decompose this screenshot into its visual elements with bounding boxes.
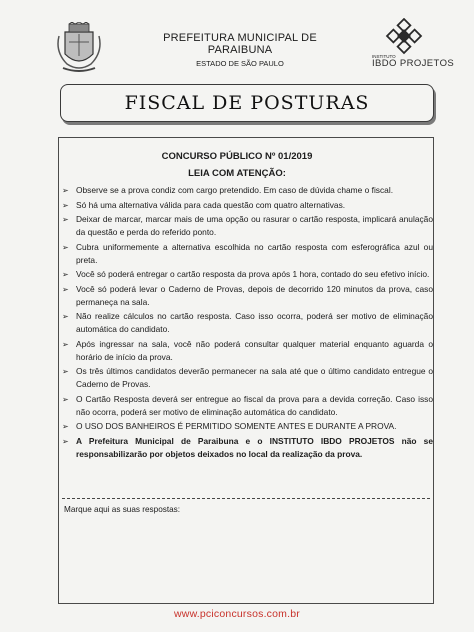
arrow-bullet-icon: ➢ xyxy=(62,200,69,210)
arrow-bullet-icon: ➢ xyxy=(62,284,69,294)
instruction-item: ➢ A Prefeitura Municipal de Paraibuna e o INSTITUTO IBDO PROJETOS não se responsabilizarão por objetos deixados no local da realização da prova. xyxy=(62,435,433,459)
title-box xyxy=(60,84,434,122)
prefeitura-name: PREFEITURA MUNICIPAL DE PARAIBUNA xyxy=(163,32,317,56)
instructions-list xyxy=(61,184,433,462)
arrow-bullet-icon: ➢ xyxy=(62,394,69,404)
arrow-bullet-icon: ➢ xyxy=(62,270,69,279)
instruction-item: ➢ Você só poderá entregar o cartão resposta da prova após 1 hora, contado do seu efetivo início. xyxy=(62,269,430,279)
state-name: ESTADO DE SÃO PAULO xyxy=(196,59,284,68)
instruction-item: ➢ Cubra uniformemente a alternativa escolhida no cartão resposta com esferográfica azul ou preta. xyxy=(62,241,433,265)
municipal-crest-icon xyxy=(55,22,103,74)
arrow-bullet-icon: ➢ xyxy=(62,242,69,252)
arrow-bullet-icon: ➢ xyxy=(62,312,69,321)
page-title: FISCAL DE POSTURAS xyxy=(124,92,370,114)
arrow-bullet-icon: ➢ xyxy=(62,367,69,376)
arrow-bullet-icon: ➢ xyxy=(62,186,69,195)
instruction-item: ➢ Só há uma alternativa válida para cada questão com quatro alternativas. xyxy=(62,199,346,210)
arrow-bullet-icon: ➢ xyxy=(62,422,69,431)
arrow-bullet-icon: ➢ xyxy=(62,339,69,349)
footer-url[interactable]: www.pciconcursos.com.br xyxy=(174,608,300,620)
attention-heading: LEIA COM ATENÇÃO: xyxy=(188,168,286,179)
instruction-item: ➢ O Cartão Resposta deverá ser entregue ao fiscal da prova para a devida correção. Caso isso não ocorra, poderá ser motivo de eliminação automática do candidato. xyxy=(62,393,433,417)
arrow-bullet-icon: ➢ xyxy=(62,436,69,446)
instruction-item: ➢ O USO DOS BANHEIROS É PERMITIDO SOMENTE ANTES E DURANTE A PROVA. xyxy=(62,421,397,431)
header-text xyxy=(140,32,340,68)
instruction-item: ➢ Não realize cálculos no cartão resposta. Caso isso ocorra, poderá ser motivo de eliminação automática do candidato. xyxy=(62,311,433,334)
answers-label: Marque aqui as suas respostas: xyxy=(64,505,181,514)
ibdo-logo-icon xyxy=(372,18,436,58)
instruction-item: ➢ Observe se a prova condiz com cargo pretendido. Em caso de dúvida chame o fiscal. xyxy=(62,185,394,195)
instruction-item: ➢ Você só poderá levar o Caderno de Provas, depois de decorrido 120 minutos da prova, caso permaneça na sala. xyxy=(62,283,433,307)
institute-label: INSTITUTO xyxy=(372,54,396,59)
arrow-bullet-icon: ➢ xyxy=(62,215,69,224)
instruction-item: ➢ Após ingressar na sala, você não poderá consultar qualquer material enquanto aguarda o horário de início da prova. xyxy=(62,338,433,362)
instruction-item: ➢ Deixar de marcar, marcar mais de uma opção ou rasurar o cartão resposta, implicará anulação da questão e perda do referido ponto. xyxy=(62,214,433,237)
concurso-heading: CONCURSO PÚBLICO Nº 01/2019 xyxy=(161,151,313,162)
institute-name: IBDO PROJETOS xyxy=(372,58,455,69)
dashed-divider xyxy=(62,498,430,499)
instruction-item: ➢ Os três últimos candidatos deverão permanecer na sala até que o último candidato entregue o Caderno de Provas. xyxy=(62,366,433,389)
